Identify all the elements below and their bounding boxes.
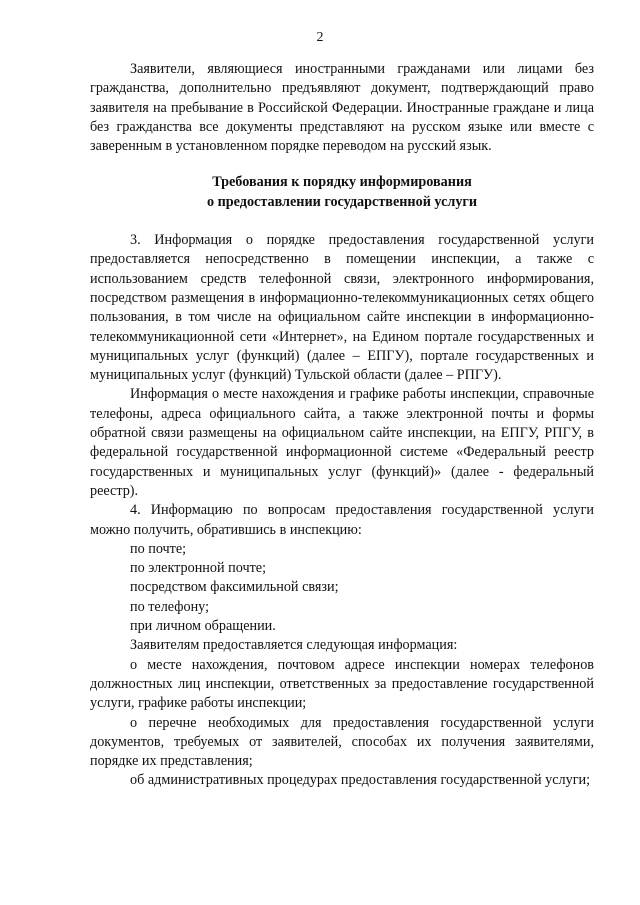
paragraph-foreign-applicants: Заявители, являющиеся иностранными гражданами или лицами без гражданства, дополнительно предъявляют документ, подтверждающий право заявителя на пребывание в Российской Федерации. Иностранные граждане и лица без гражданства все документы представляют на русском языке или вместе с заверенным в установленном порядке переводом на русский язык.	[90, 61, 594, 155]
section-heading-line-1: Требования к порядку информирования	[212, 174, 472, 191]
paragraph-info-procedures: об административных процедурах предоставления государственной услуги;	[130, 772, 591, 789]
list-item: по почте;	[130, 540, 187, 557]
paragraph-info-location: о месте нахождения, почтовом адресе инспекции номерах телефонов должностных лиц инспекции, ответственных за предоставление государственной услуги, графике работы инспекции;	[90, 656, 594, 712]
paragraph-info-intro: Заявителям предоставляется следующая информация:	[130, 637, 458, 654]
document-body	[90, 60, 594, 791]
section-heading	[90, 173, 594, 212]
list-item: при личном обращении.	[130, 618, 276, 635]
page-number: 2	[316, 30, 324, 45]
paragraph-info-documents: о перечне необходимых для предоставления государственной услуги документов, требуемых от заявителей, способах их получения заявителями, порядке их представления;	[90, 714, 594, 770]
paragraph-3: 3. Информация о порядке предоставления государственной услуги предоставляется непосредственно в помещении инспекции, а также с использованием средств телефонной связи, электронного информирования, посредством размещения в информационно-телекоммуникационных сетях общего пользования, в том числе на официальном сайте инспекции в информационно-телекоммуникационной сети «Интернет», на Едином портале государственных и муниципальных услуг (функций) (далее – ЕПГУ), портале государственных и муниципальных услуг (функций) Тульской области (далее – РПГУ).	[90, 232, 594, 384]
list-item: посредством факсимильной связи;	[130, 579, 339, 596]
paragraph-4: 4. Информацию по вопросам предоставления государственной услуги можно получить, обратившись в инспекцию:	[90, 502, 594, 538]
paragraph-3-contacts: Информация о месте нахождения и графике работы инспекции, справочные телефоны, адреса официального сайта, а также электронной почты и формы обратной связи размещены на официальном сайте инспекции, на ЕПГУ, РПГУ, в федеральной государственной информационной системе «Федеральный реестр государственных и муниципальных услуг (функций)» (далее - федеральный реестр).	[90, 386, 594, 499]
list-item: по телефону;	[130, 598, 210, 615]
section-heading-line-2: о предоставлении государственной услуги	[206, 193, 478, 210]
list-item: по электронной почте;	[130, 560, 267, 577]
